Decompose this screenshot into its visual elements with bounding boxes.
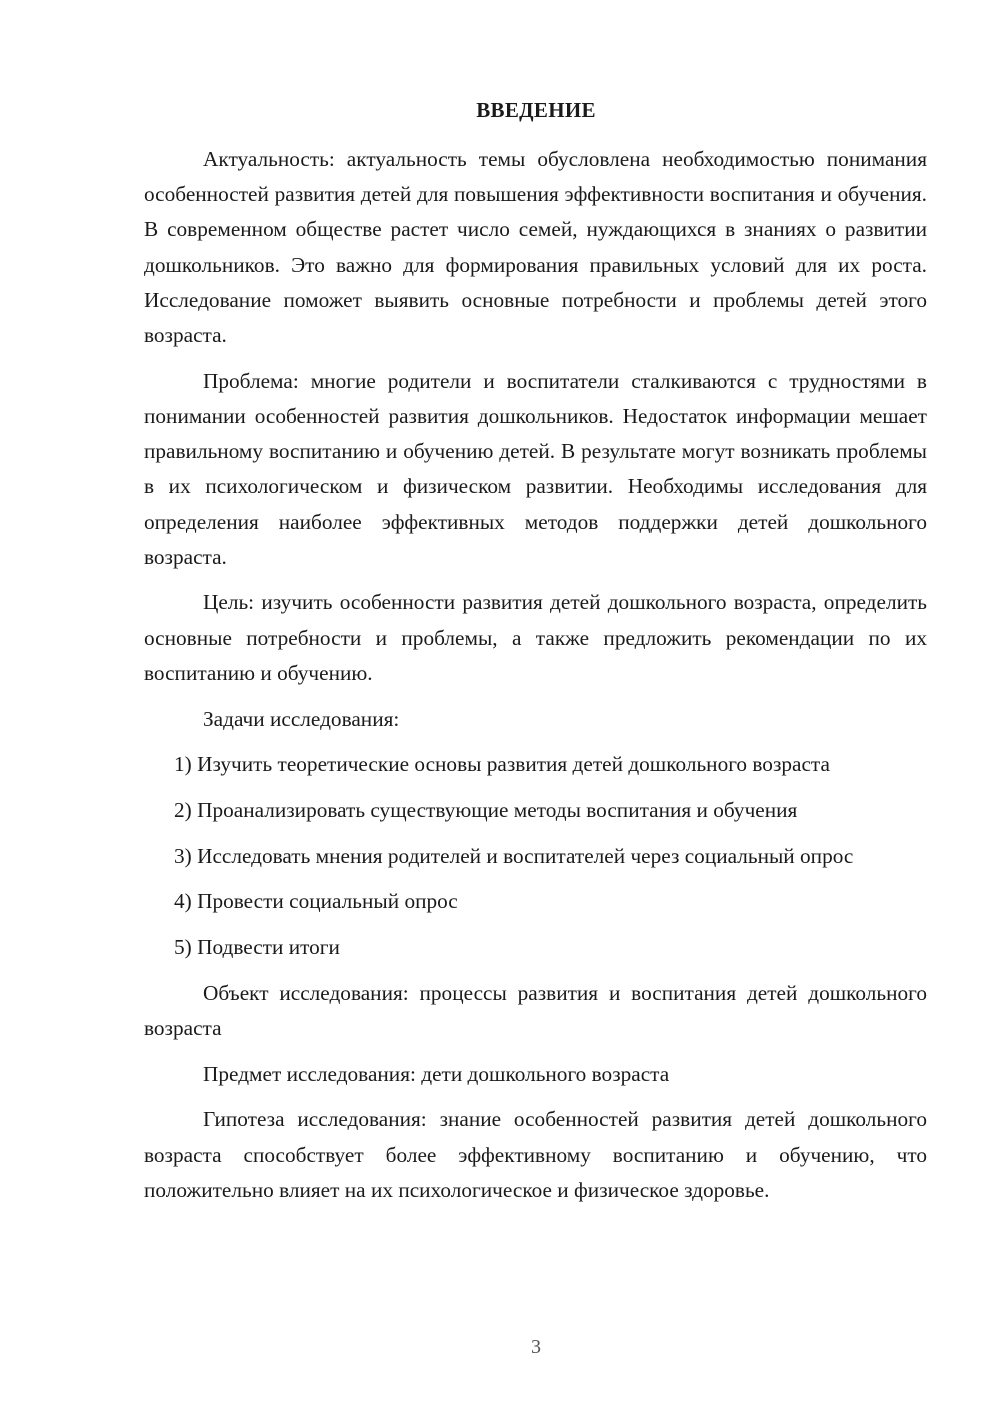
task-item: 5) Подвести итоги	[174, 935, 340, 960]
tasks-list	[144, 747, 927, 965]
task-item: 3) Исследовать мнения родителей и воспитателей через социальный опрос	[174, 843, 854, 868]
tasks-heading: Задачи исследования:	[203, 706, 400, 731]
document-body	[144, 142, 927, 1218]
section-title: ВВЕДЕНИЕ	[476, 98, 596, 122]
object-paragraph: Объект исследования: процессы развития и воспитания детей дошкольного возраста	[144, 980, 927, 1040]
relevance-paragraph: Актуальность: актуальность темы обусловлена необходимостью понимания особенностей развития детей для повышения эффективности воспитания и обучения. В современном обществе растет число семей, нуждающихся в знаниях о развитии дошкольников. Это важно для формирования правильных условий для их роста. Исследование поможет выявить основные потребности и проблемы детей этого возраста.	[144, 147, 927, 348]
task-item: 4) Провести социальный опрос	[174, 889, 458, 914]
hypothesis-paragraph: Гипотеза исследования: знание особенностей развития детей дошкольного возраста способствует более эффективному воспитанию и обучению, что положительно влияет на их психологическое и физическое здоровье.	[144, 1107, 927, 1202]
task-item: 1) Изучить теоретические основы развития детей дошкольного возраста	[174, 752, 830, 777]
goal-paragraph: Цель: изучить особенности развития детей дошкольного возраста, определить основные потребности и проблемы, а также предложить рекомендации по их воспитанию и обучению.	[144, 590, 927, 685]
problem-paragraph: Проблема: многие родители и воспитатели сталкиваются с трудностями в понимании особенностей развития дошкольников. Недостаток информации мешает правильному воспитанию и обучению детей. В результате могут возникать проблемы в их психологическом и физическом развитии. Необходимы исследования для определения наиболее эффективных методов поддержки детей дошкольного возраста.	[144, 368, 927, 569]
page-number: 3	[531, 1336, 541, 1358]
task-item: 2) Проанализировать существующие методы воспитания и обучения	[174, 797, 798, 822]
subject-paragraph: Предмет исследования: дети дошкольного возраста	[203, 1061, 670, 1086]
